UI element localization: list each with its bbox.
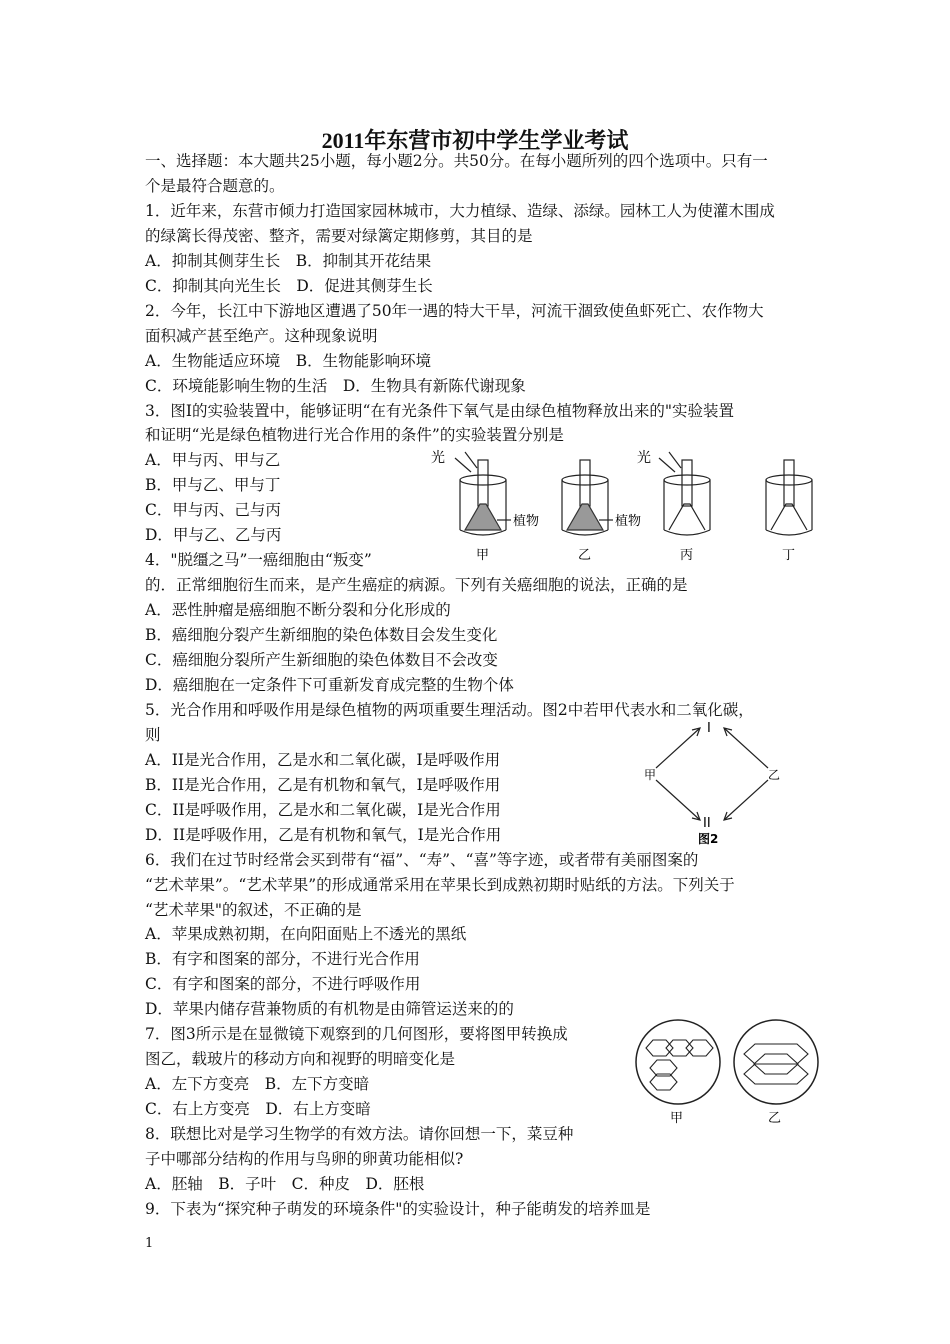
figure-1-apparatus <box>425 446 825 566</box>
text-line: B．甲与乙、甲与丁 <box>145 476 281 495</box>
label-jia: 甲 <box>476 548 490 563</box>
text-line: D．癌细胞在一定条件下可重新发育成完整的生物个体 <box>145 675 514 694</box>
text-line: D．II是呼吸作用，乙是有机物和氧气，I是光合作用 <box>145 825 502 844</box>
text-line: 个是最符合题意的。 <box>145 176 285 195</box>
plant-label-1: 植物 <box>513 514 540 529</box>
text-line: C．有字和图案的部分，不进行呼吸作用 <box>145 975 421 994</box>
light-label-1: 光 <box>431 450 445 466</box>
text-line: C．环境能影响生物的生活 D．生物具有新陈代谢现象 <box>145 376 526 395</box>
text-line: B．II是光合作用，乙是有机物和氧气，I是呼吸作用 <box>145 775 501 794</box>
fig3-label-jia: 甲 <box>670 1111 684 1126</box>
text-line: A．恶性肿瘤是癌细胞不断分裂和分化形成的 <box>145 601 451 620</box>
text-line: 8．联想比对是学习生物学的有效方法。请你回想一下，菜豆种 <box>145 1125 574 1144</box>
figure-2-cycle <box>640 716 785 848</box>
text-line: A．甲与丙、甲与乙 <box>145 451 281 470</box>
node-yi: 乙 <box>768 768 781 782</box>
text-line: 2．今年，长江中下游地区遭遇了50年一遇的特大干旱，河流干涸致使鱼虾死亡、农作物大 <box>145 301 764 320</box>
text-line: C．抑制其向光生长 D．促进其侧芽生长 <box>145 276 433 295</box>
label-bing: 丙 <box>680 548 694 563</box>
node-jia: 甲 <box>644 768 657 782</box>
text-line: C．甲与丙、己与丙 <box>145 501 281 520</box>
page-number: 1 <box>145 1236 154 1251</box>
figure-2-caption: 图2 <box>698 832 719 846</box>
text-line: 的绿篱长得茂密、整齐，需要对绿篱定期修剪，其目的是 <box>145 226 533 245</box>
text-line: 图乙，载玻片的移动方向和视野的明暗变化是 <box>145 1050 456 1069</box>
text-line: 一、选择题：本大题共25小题，每小题2分。共50分。在每小题所列的四个选项中。只有一 <box>145 152 768 170</box>
text-line: 的．正常细胞衍生而来，是产生癌症的病源。下列有关癌细胞的说法，正确的是 <box>145 576 688 595</box>
text-line: 面积减产甚至绝产。这种现象说明 <box>145 326 378 345</box>
text-line: A．左下方变亮 B．左下方变暗 <box>145 1075 370 1094</box>
text-line: 6．我们在过节时经常会买到带有“福”、“寿”、“喜”等字迹，或者带有美丽图案的 <box>145 850 699 869</box>
text-line: C．癌细胞分裂所产生新细胞的染色体数目不会改变 <box>145 651 498 669</box>
text-line: B．有字和图案的部分，不进行光合作用 <box>145 950 420 969</box>
text-line: 子中哪部分结构的作用与鸟卵的卵黄功能相似? <box>145 1150 464 1168</box>
text-line: C．右上方变亮 D．右上方变暗 <box>145 1100 371 1119</box>
label-ding: 丁 <box>782 548 796 563</box>
text-line: “艺术苹果"的叙述，不正确的是 <box>145 900 362 919</box>
light-label-2: 光 <box>637 450 651 466</box>
text-line: 和证明“光是绿色植物进行光合作用的条件”的实验装置分别是 <box>145 426 564 445</box>
label-yi: 乙 <box>578 548 592 563</box>
text-line: 9．下表为“探究种子萌发的环境条件"的实验设计，种子能萌发的培养皿是 <box>145 1199 651 1218</box>
text-line: A．II是光合作用，乙是水和二氧化碳，I是呼吸作用 <box>145 750 501 769</box>
figure-3-microscope <box>628 1018 828 1130</box>
text-line: 4．"脱缰之马”一癌细胞由“叛变” <box>145 551 372 570</box>
text-line: 7．图3所示是在显微镜下观察到的几何图形，要将图甲转换成 <box>145 1025 568 1044</box>
text-line: 则 <box>145 725 161 744</box>
text-line: C．II是呼吸作用，乙是水和二氧化碳，I是光合作用 <box>145 800 501 819</box>
text-line: 3．图I的实验装置中，能够证明“在有光条件下氧气是由绿色植物释放出来的"实验装置 <box>145 401 735 420</box>
fig3-label-yi: 乙 <box>768 1111 782 1126</box>
node-II: II <box>703 816 711 831</box>
page-title: 2011年东营市初中学生学业考试 <box>321 128 629 153</box>
text-line: “艺术苹果”。“艺术苹果”的形成通常采用在苹果长到成熟初期时贴纸的方法。下列关于 <box>145 875 735 894</box>
text-line: 1．近年来，东营市倾力打造国家园林城市，大力植绿、造绿、添绿。园林工人为使灌木围成 <box>145 201 775 220</box>
text-line: A．苹果成熟初期，在向阳面贴上不透光的黑纸 <box>145 925 467 944</box>
text-line: A．胚轴 B．子叶 C．种皮 D．胚根 <box>145 1174 425 1193</box>
text-line: D．甲与乙、乙与丙 <box>145 526 282 545</box>
node-I: I <box>707 721 711 736</box>
text-line: A．生物能适应环境 B．生物能影响环境 <box>145 351 432 370</box>
plant-label-2: 植物 <box>615 514 642 529</box>
text-line: D．苹果内储存营兼物质的有机物是由筛管运送来的的 <box>145 1000 514 1019</box>
text-line: B．癌细胞分裂产生新细胞的染色体数目会发生变化 <box>145 626 498 645</box>
text-line: 5．光合作用和呼吸作用是绿色植物的两项重要生理活动。图2中若甲代表水和二氧化碳， <box>145 700 754 719</box>
text-line: A．抑制其侧芽生长 B．抑制其开花结果 <box>145 251 432 270</box>
